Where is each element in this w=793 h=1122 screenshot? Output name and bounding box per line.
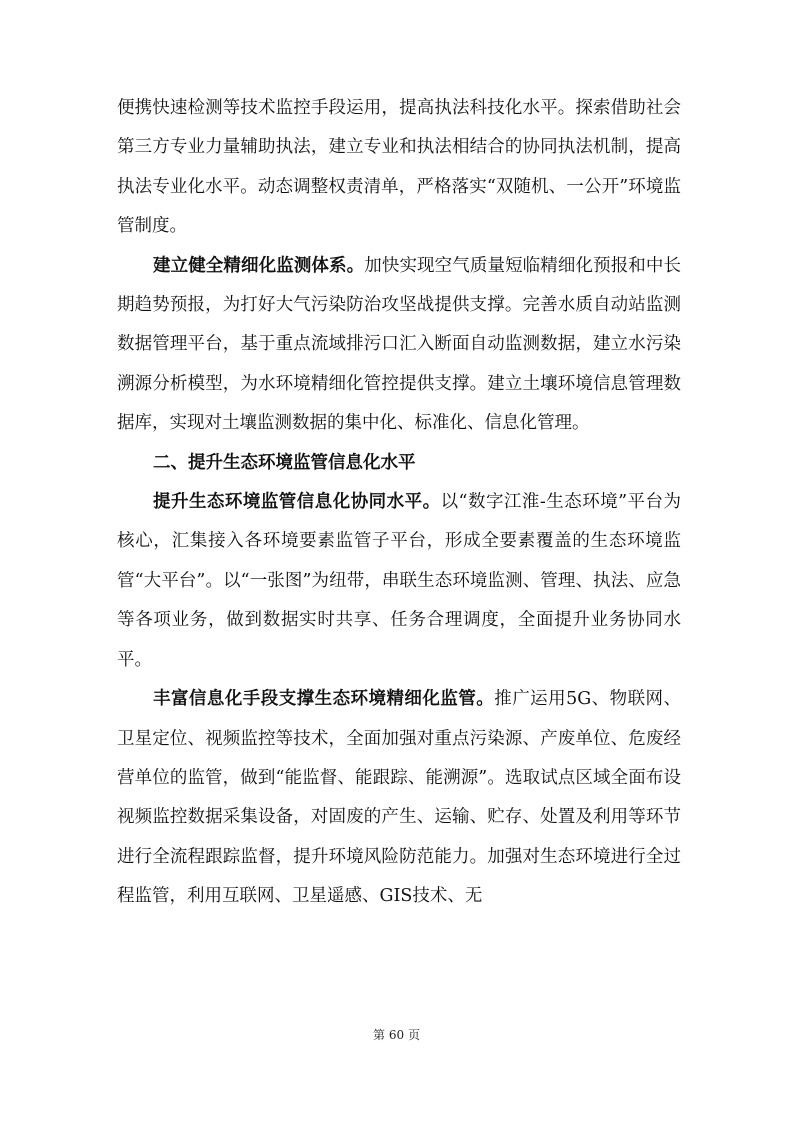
paragraph-informatization <box>117 680 681 916</box>
paragraph-collaboration <box>117 483 681 680</box>
paragraph-lead: 提升生态环境监管信息化协同水平。 <box>153 492 441 513</box>
page-number: 第 60 页 <box>373 1028 420 1042</box>
page-body <box>117 89 681 917</box>
paragraph-text: 加快实现空气质量短临精细化预报和中长期趋势预报，为打好大气污染防治攻坚战提供支撑。完善水质自动站监测数据管理平台，基于重点流域排污口汇入断面自动监测数据，建立水污染溯源分析模型，为水环境精细化管控提供支撑。建立土壤环境信息管理数据库，实现对土壤监测数据的集中化、标准化、信息化管理。 <box>117 255 682 434</box>
paragraph-text: 便携快速检测等技术监控手段运用，提高执法科技化水平。探索借助社会第三方专业力量辅助执法，建立专业和执法相结合的协同执法机制，提高执法专业化水平。动态调整权责清单，严格落实“双随机、一公开”环境监管制度。 <box>117 98 681 237</box>
paragraph-text: 推广运用5G、物联网、卫星定位、视频监控等技术，全面加强对重点污染源、产废单位、危废经营单位的监管，做到“能监督、能跟踪、能溯源”。选取试点区域全面布设视频监控数据采集设备，对固废的产生、运输、贮存、处置及利用等环节进行全流程跟踪监督，提升环境风险防范能力。加强对生态环境进行全过程监管，利用互联网、卫星遥感、GIS技术、无 <box>117 689 682 907</box>
paragraph-lead: 建立健全精细化监测体系。 <box>153 255 365 276</box>
section-heading: 二、提升生态环境监管信息化水平 <box>153 452 416 473</box>
paragraph-text: 以“数字江淮-生态环境”平台为核心，汇集接入各环境要素监管子平台，形成全要素覆盖的生态环境监管“大平台”。以“一张图”为纽带，串联生态环境监测、管理、执法、应急等各项业务，做到数据实时共享、任务合理调度，全面提升业务协同水平。 <box>117 492 682 670</box>
paragraph-continuation <box>117 89 681 247</box>
paragraph-monitoring-system <box>117 247 681 444</box>
paragraph-lead: 丰富信息化手段支撑生态环境精细化监管。 <box>153 689 495 710</box>
